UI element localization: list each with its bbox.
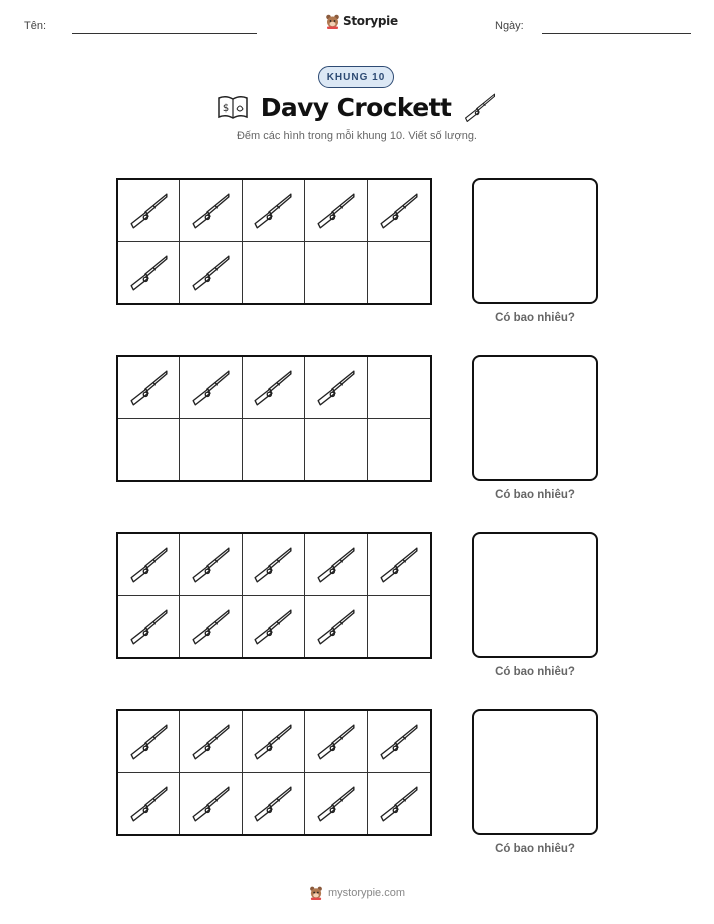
rifle-icon bbox=[315, 720, 357, 762]
section-badge: KHUNG 10 bbox=[318, 66, 394, 88]
book-icon bbox=[217, 94, 249, 120]
title-row bbox=[0, 90, 714, 124]
rifle-icon bbox=[128, 720, 170, 762]
frame-cell bbox=[180, 596, 242, 658]
rifle-icon bbox=[252, 366, 294, 408]
rifle-icon bbox=[190, 366, 232, 408]
rifle-icon bbox=[190, 605, 232, 647]
frame-cell bbox=[243, 180, 305, 242]
rifle-icon bbox=[128, 782, 170, 824]
name-line[interactable] bbox=[72, 33, 257, 34]
question-label: Có bao nhiêu? bbox=[495, 666, 575, 678]
rifle-icon bbox=[128, 251, 170, 293]
frame-cell bbox=[305, 419, 367, 481]
svg-text:$: $ bbox=[222, 103, 229, 114]
frame-cell bbox=[118, 711, 180, 773]
frame-cell bbox=[305, 357, 367, 419]
ten-frame-2 bbox=[116, 355, 432, 482]
rifle-icon bbox=[315, 543, 357, 585]
rifle-icon bbox=[252, 605, 294, 647]
rifle-icon bbox=[128, 605, 170, 647]
rifle-icon bbox=[463, 90, 497, 124]
frame-cell bbox=[118, 773, 180, 835]
frame-cell bbox=[118, 180, 180, 242]
frame-cell bbox=[368, 357, 430, 419]
brand-name: Storypie bbox=[343, 14, 398, 28]
answer-box-3[interactable] bbox=[472, 532, 598, 658]
rifle-icon bbox=[378, 720, 420, 762]
frame-cell bbox=[180, 773, 242, 835]
frame-cell bbox=[368, 534, 430, 596]
rifle-icon bbox=[190, 720, 232, 762]
footer bbox=[0, 885, 714, 900]
frame-cell bbox=[305, 534, 367, 596]
frame-cell bbox=[368, 180, 430, 242]
frame-cell bbox=[180, 180, 242, 242]
rifle-icon bbox=[190, 543, 232, 585]
frame-cell bbox=[243, 596, 305, 658]
frame-cell bbox=[180, 242, 242, 304]
frame-cell bbox=[243, 711, 305, 773]
instructions: Đếm các hình trong mỗi khung 10. Viết số lượng. bbox=[236, 130, 477, 142]
rifle-icon bbox=[252, 543, 294, 585]
rifle-icon bbox=[378, 189, 420, 231]
frame-cell bbox=[180, 711, 242, 773]
answer-box-4[interactable] bbox=[472, 709, 598, 835]
page-title: Davy Crockett bbox=[260, 92, 452, 122]
frame-cell bbox=[368, 773, 430, 835]
question-label: Có bao nhiêu? bbox=[495, 843, 575, 855]
frame-cell bbox=[118, 419, 180, 481]
answer-box-2[interactable] bbox=[472, 355, 598, 481]
frame-cell bbox=[243, 534, 305, 596]
question-label: Có bao nhiêu? bbox=[495, 489, 575, 501]
rifle-icon bbox=[128, 189, 170, 231]
rifle-icon bbox=[128, 366, 170, 408]
frame-cell bbox=[180, 419, 242, 481]
brand-logo bbox=[325, 13, 398, 29]
rifle-icon bbox=[315, 189, 357, 231]
frame-cell bbox=[305, 773, 367, 835]
frame-cell bbox=[368, 596, 430, 658]
bear-mascot-icon bbox=[325, 13, 340, 29]
rifle-icon bbox=[378, 782, 420, 824]
rifle-icon bbox=[315, 366, 357, 408]
question-label: Có bao nhiêu? bbox=[495, 312, 575, 324]
frame-cell bbox=[305, 242, 367, 304]
frame-cell bbox=[118, 357, 180, 419]
ten-frame-3 bbox=[116, 532, 432, 659]
rifle-icon bbox=[128, 543, 170, 585]
rifle-icon bbox=[252, 189, 294, 231]
rifle-icon bbox=[190, 251, 232, 293]
frame-cell bbox=[305, 711, 367, 773]
frame-cell bbox=[305, 180, 367, 242]
rifle-icon bbox=[315, 605, 357, 647]
rifle-icon bbox=[252, 782, 294, 824]
frame-cell bbox=[243, 357, 305, 419]
frame-cell bbox=[180, 534, 242, 596]
bear-mascot-icon bbox=[309, 885, 323, 900]
frame-cell bbox=[243, 773, 305, 835]
frame-cell bbox=[180, 357, 242, 419]
frame-cell bbox=[368, 242, 430, 304]
name-label: Tên: bbox=[24, 20, 47, 32]
frame-cell bbox=[118, 596, 180, 658]
answer-box-1[interactable] bbox=[472, 178, 598, 304]
frame-cell bbox=[305, 596, 367, 658]
rifle-icon bbox=[378, 543, 420, 585]
frame-cell bbox=[243, 242, 305, 304]
ten-frame-1 bbox=[116, 178, 432, 305]
rifle-icon bbox=[190, 782, 232, 824]
rifle-icon bbox=[252, 720, 294, 762]
footer-url: mystorypie.com bbox=[327, 886, 406, 899]
date-line[interactable] bbox=[542, 33, 691, 34]
rifle-icon bbox=[315, 782, 357, 824]
frame-cell bbox=[368, 419, 430, 481]
frame-cell bbox=[368, 711, 430, 773]
rifle-icon bbox=[190, 189, 232, 231]
frame-cell bbox=[118, 534, 180, 596]
frame-cell bbox=[243, 419, 305, 481]
date-label: Ngày: bbox=[495, 20, 524, 32]
ten-frame-4 bbox=[116, 709, 432, 836]
frame-cell bbox=[118, 242, 180, 304]
